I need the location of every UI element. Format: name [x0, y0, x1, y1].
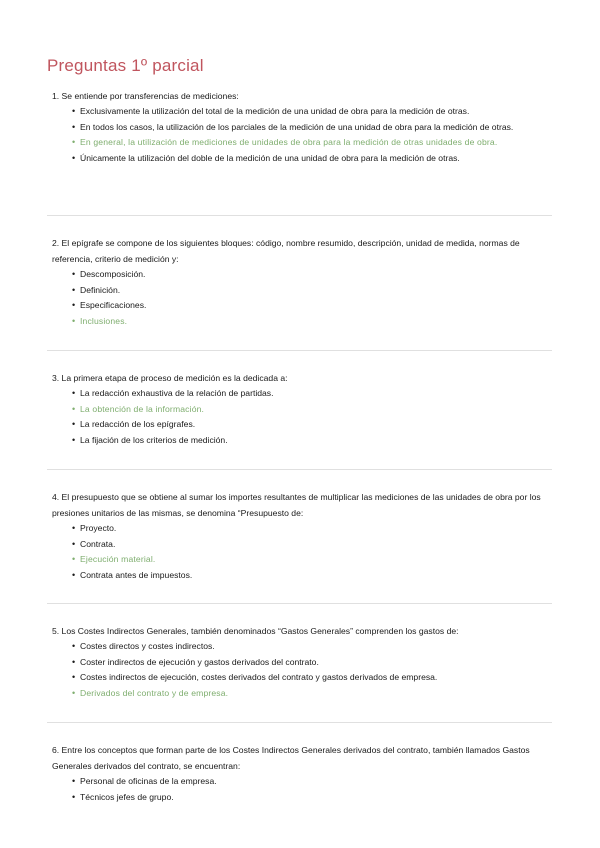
- bullet-icon: •: [72, 315, 76, 326]
- bullet-icon: •: [72, 106, 76, 116]
- option-item: [52, 790, 548, 806]
- option-text: Exclusivamente la utilización del total de la medición de una unidad de obra para la medición de otras.: [80, 106, 470, 116]
- option-text: La fijación de los criterios de medición.: [80, 434, 228, 445]
- question-block: [52, 489, 548, 583]
- bullet-icon: •: [72, 403, 76, 414]
- question-block: [52, 742, 548, 805]
- option-item: [52, 267, 548, 283]
- divider: [47, 469, 552, 470]
- bullet-icon: •: [72, 554, 76, 564]
- option-text: Proyecto.: [80, 523, 117, 533]
- option-text: Ejecución material.: [80, 554, 156, 564]
- option-item: [52, 417, 548, 433]
- bullet-icon: •: [72, 137, 76, 147]
- question-text: Los Costes Indirectos Generales, también denominados “Gastos Generales” comprenden los gastos de:: [59, 626, 459, 636]
- option-list: [52, 267, 548, 329]
- option-item-correct: [52, 402, 548, 418]
- option-text: Definición.: [80, 284, 121, 295]
- bullet-icon: •: [72, 152, 76, 163]
- bullet-icon: •: [72, 776, 76, 786]
- option-list: [52, 774, 548, 805]
- option-item: [52, 283, 548, 299]
- option-text: Costes indirectos de ejecución, costes derivados del contrato y gastos derivados de empresa.: [80, 672, 438, 682]
- option-text: En todos los casos, la utilización de los parciales de la medición de una unidad de obra para la medición de otras.: [80, 121, 514, 132]
- question-stem: [52, 370, 548, 386]
- bullet-icon: •: [72, 672, 76, 682]
- option-item: [52, 298, 548, 314]
- option-item: [52, 521, 548, 537]
- question-number: 1.: [52, 91, 60, 101]
- question-stem: [52, 742, 548, 774]
- question-number: 4.: [52, 492, 60, 502]
- bullet-icon: •: [72, 434, 76, 445]
- bullet-icon: •: [72, 300, 76, 310]
- bullet-icon: •: [72, 791, 76, 802]
- option-text: La redacción de los epígrafes.: [80, 419, 196, 429]
- option-text: En general, la utilización de mediciones de unidades de obra para la medición de otras unidades de obra.: [80, 137, 498, 147]
- option-text: La obtención de la información.: [80, 403, 205, 414]
- question-number: 2.: [52, 238, 60, 248]
- option-text: Descomposición.: [80, 269, 146, 279]
- divider: [47, 722, 552, 723]
- question-block: [52, 88, 548, 166]
- question-stem: [52, 235, 548, 267]
- option-text: Únicamente la utilización del doble de la medición de una unidad de obra para la medición de otras.: [80, 152, 460, 163]
- question-stem: [52, 88, 548, 104]
- bullet-icon: •: [72, 388, 76, 398]
- question-number: 5.: [52, 626, 60, 636]
- bullet-icon: •: [72, 656, 76, 667]
- option-item-correct: [52, 552, 548, 568]
- bullet-icon: •: [72, 419, 76, 429]
- option-text: Especificaciones.: [80, 300, 147, 310]
- question-number: 6.: [52, 745, 60, 755]
- option-text: Derivados del contrato y de empresa.: [80, 687, 229, 698]
- option-item-correct: [52, 135, 548, 151]
- question-block: [52, 370, 548, 448]
- option-item: [52, 120, 548, 136]
- option-text: Costes directos y costes indirectos.: [80, 641, 215, 651]
- question-text: Se entiende por transferencias de mediciones:: [59, 91, 239, 101]
- question-number: 3.: [52, 373, 60, 383]
- question-text: El epígrafe se compone de los siguientes bloques: código, nombre resumido, descripción, unidad de medida, normas de referencia, criterio de medición y:: [52, 238, 520, 264]
- page-title: Preguntas 1º parcial: [47, 56, 204, 75]
- option-list: [52, 521, 548, 583]
- option-list: [52, 104, 548, 166]
- bullet-icon: •: [72, 641, 76, 651]
- bullet-icon: •: [72, 523, 76, 533]
- question-stem: [52, 623, 548, 639]
- option-item: [52, 639, 548, 655]
- option-item: [52, 568, 548, 584]
- question-text: El presupuesto que se obtiene al sumar los importes resultantes de multiplicar las mediciones de las unidades de obra por los presiones unitarios de las mismas, se denomina “Presupuesto de:: [52, 492, 541, 518]
- option-item-correct: [52, 686, 548, 702]
- option-text: La redacción exhaustiva de la relación de partidas.: [80, 388, 274, 398]
- option-text: Inclusiones.: [80, 315, 128, 326]
- option-list: [52, 639, 548, 701]
- divider: [47, 603, 552, 604]
- bullet-icon: •: [72, 269, 76, 279]
- divider: [47, 350, 552, 351]
- option-item: [52, 386, 548, 402]
- question-block: [52, 235, 548, 329]
- question-block: [52, 623, 548, 701]
- option-item: [52, 104, 548, 120]
- option-text: Contrata antes de impuestos.: [80, 569, 193, 580]
- option-text: Coster indirectos de ejecución y gastos derivados del contrato.: [80, 656, 319, 667]
- divider: [47, 215, 552, 216]
- option-item: [52, 670, 548, 686]
- question-stem: [52, 489, 548, 521]
- question-text: Entre los conceptos que forman parte de los Costes Indirectos Generales derivados del contrato, también llamados Gastos Generales derivados del contrato, se encuentran:: [52, 745, 530, 771]
- option-text: Técnicos jefes de grupo.: [80, 791, 174, 802]
- bullet-icon: •: [72, 569, 76, 580]
- option-item: [52, 537, 548, 553]
- option-item: [52, 151, 548, 167]
- bullet-icon: •: [72, 687, 76, 698]
- bullet-icon: •: [72, 284, 76, 295]
- option-item: [52, 655, 548, 671]
- option-item: [52, 433, 548, 449]
- option-text: Personal de oficinas de la empresa.: [80, 776, 217, 786]
- bullet-icon: •: [72, 121, 76, 132]
- option-text: Contrata.: [80, 538, 116, 549]
- option-list: [52, 386, 548, 448]
- option-item: [52, 774, 548, 790]
- option-item-correct: [52, 314, 548, 330]
- bullet-icon: •: [72, 538, 76, 549]
- question-text: La primera etapa de proceso de medición es la dedicada a:: [59, 373, 288, 383]
